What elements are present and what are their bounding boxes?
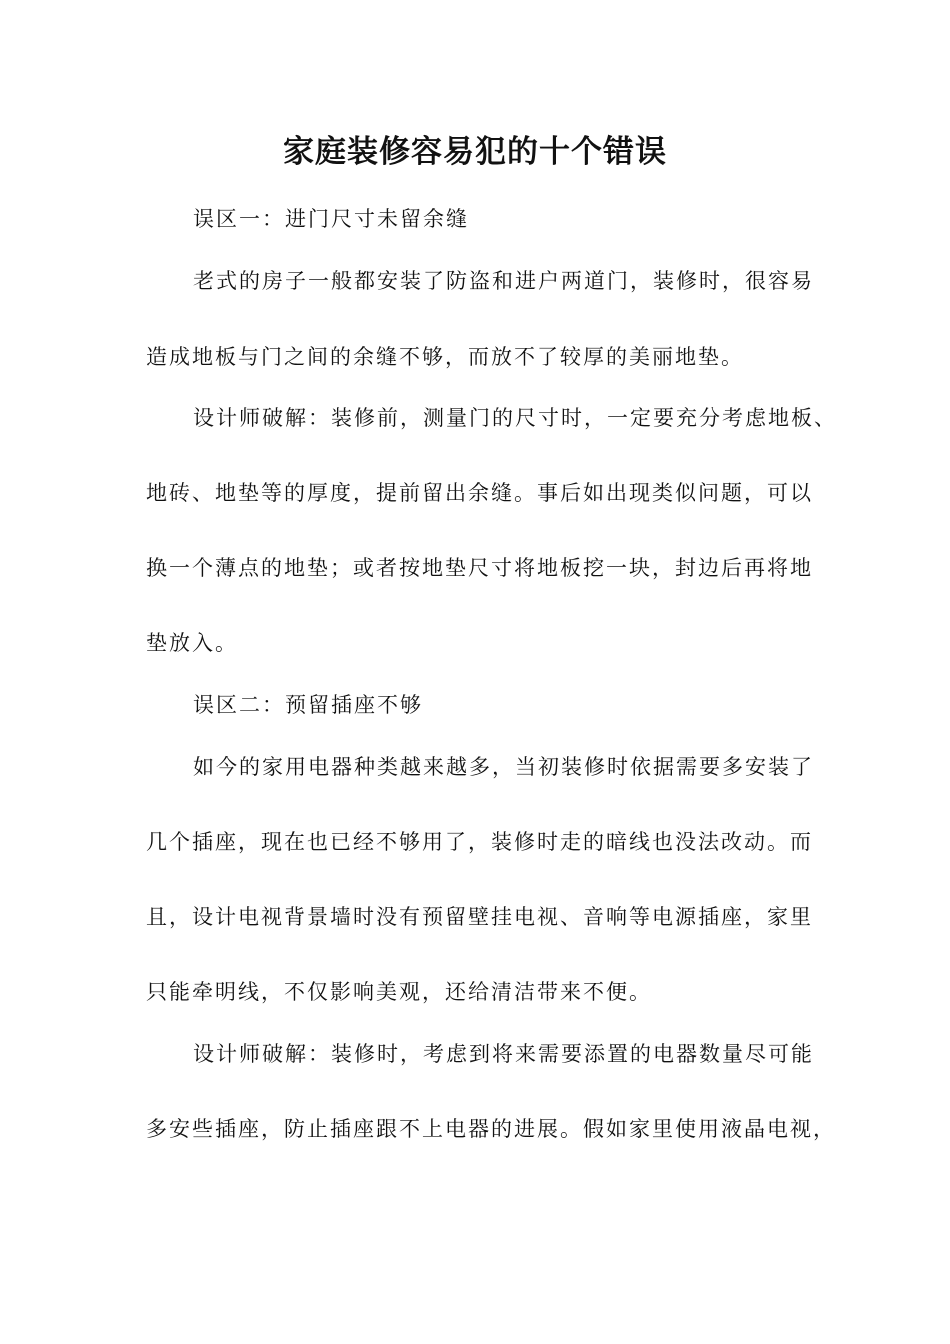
paragraph-line: 换一个薄点的地垫；或者按地垫尺寸将地板挖一块，封边后再将地	[146, 556, 813, 580]
paragraph-line: 造成地板与门之间的余缝不够，而放不了较厚的美丽地垫。	[146, 345, 744, 369]
paragraph-line: 老式的房子一般都安装了防盗和进户两道门，装修时，很容易	[193, 269, 814, 293]
paragraph-line: 垫放入。	[146, 631, 238, 655]
paragraph-line: 地砖、地垫等的厚度，提前留出余缝。事后如出现类似问题，可以	[146, 481, 813, 505]
section-heading-2: 误区二：预留插座不够	[193, 693, 423, 717]
paragraph-line: 设计师破解：装修时，考虑到将来需要添置的电器数量尽可能	[193, 1042, 814, 1066]
paragraph-line: 只能牵明线，不仅影响美观，还给清洁带来不便。	[146, 980, 652, 1004]
document-title: 家庭装修容易犯的十个错误	[283, 134, 667, 170]
paragraph-line: 几个插座，现在也已经不够用了，装修时走的暗线也没法改动。而	[146, 830, 813, 854]
paragraph-line: 设计师破解：装修前，测量门的尺寸时，一定要充分考虑地板、	[193, 406, 837, 430]
section-heading-1: 误区一：进门尺寸未留余缝	[193, 207, 469, 231]
paragraph-line: 如今的家用电器种类越来越多，当初装修时依据需要多安装了	[193, 755, 814, 779]
paragraph-line: 且，设计电视背景墙时没有预留壁挂电视、音响等电源插座，家里	[146, 905, 813, 929]
paragraph-line: 多安些插座，防止插座跟不上电器的进展。假如家里使用液晶电视，	[146, 1117, 836, 1141]
